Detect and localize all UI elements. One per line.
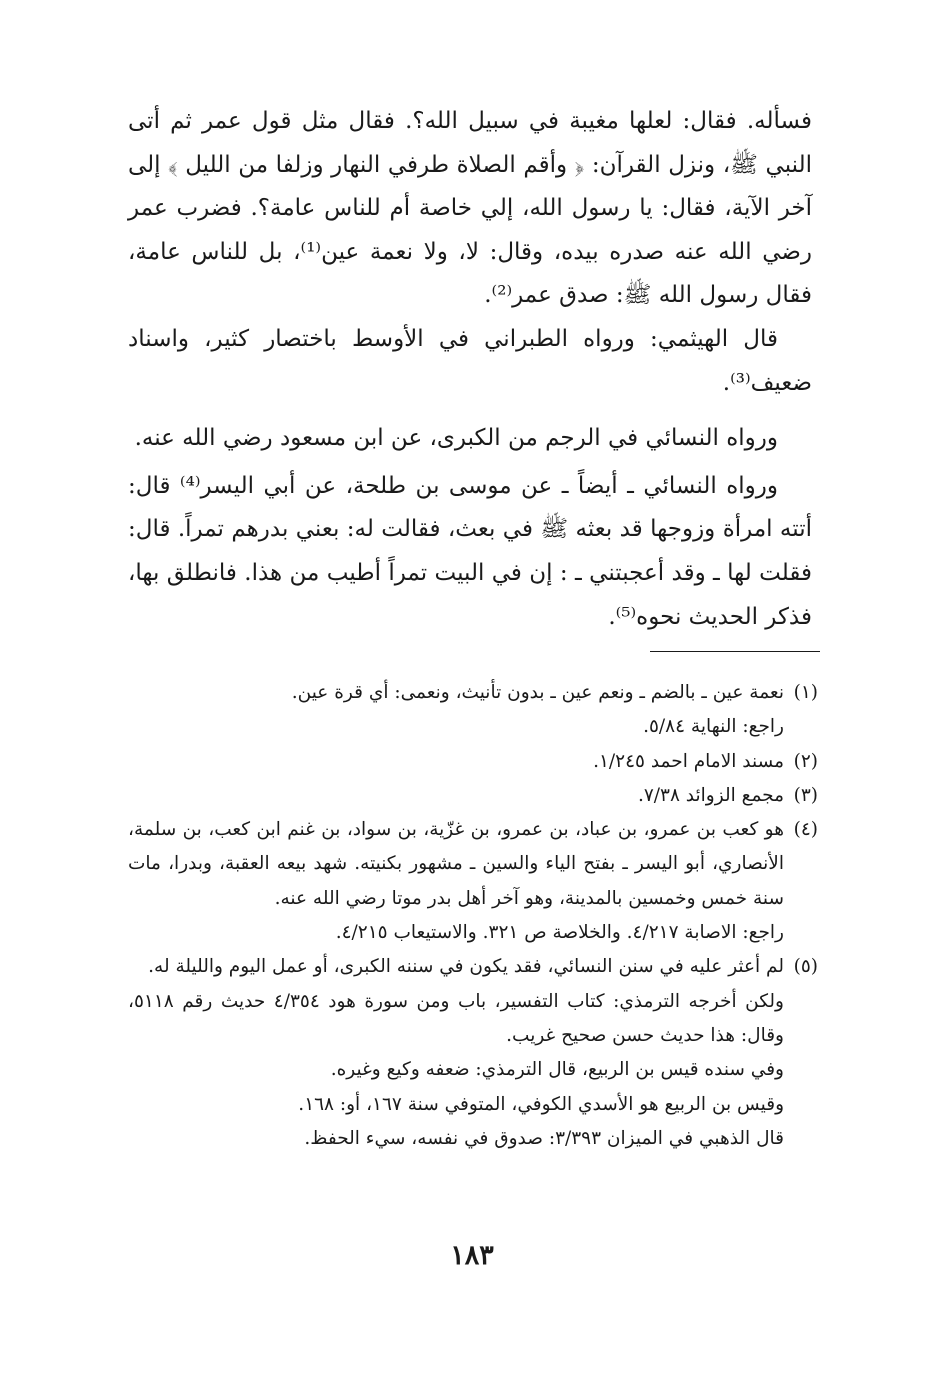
paragraph-haythami: قال الهيثمي: ورواه الطبراني في الأوسط باختصار كثير، واسناد ضعيف⁽³⁾. <box>128 325 812 396</box>
footnote-1 <box>128 676 818 745</box>
paragraph-hadith-umar: فسأله. فقال: لعلها مغيبة في سبيل الله؟. فقال مثل قول عمر ثم أتى النبي ﷺ، ونزل القرآن: ﴿ وأقم الصلاة طرفي النهار وزلفا من الليل ﴾ إلى آخر الآية، فقال: يا رسول الله، إلي خاصة أم للناس عامة؟. فضرب عمر رضي الله عنه صدره بيده، وقال: لا، ولا نعمة عين⁽¹⁾، بل للناس عامة، فقال رسول الله ﷺ: صدق عمر⁽²⁾. <box>128 108 813 309</box>
page-number: ١٨٣ <box>450 1240 494 1271</box>
paragraph-nasai-abu-alyusr: ورواه النسائي ـ أيضاً ـ عن موسى بن طلحة، عن أبي اليسر⁽⁴⁾ قال: أتته امرأة وزوجها قد بعثه ﷺ في بعث، فقالت له: بعني بدرهم تمراً. قال: فقلت لها ـ وقد أعجبتني ـ : إن في البيت تمراً أطيب من هذا. فانطلق بها، فذكر الحديث نحوه⁽⁵⁾. <box>128 472 812 630</box>
footnote-number: (٢) <box>793 750 818 772</box>
footnote-5 <box>128 950 818 1156</box>
footnote-3 <box>128 779 818 813</box>
footnote-number: (٥) <box>793 956 818 978</box>
footnote-number: (٣) <box>793 784 818 806</box>
footnote-text: مجمع الزوائد ٧/٣٨. <box>637 784 784 806</box>
footnote-reference: راجع: النهاية ٥/٨٤. <box>643 716 784 738</box>
footnote-text: هو كعب بن عمرو، بن عباد، بن عمرو، بن غزّية، بن سواد، بن غنم ابن كعب، بن سلمة، الأنصاري، أبو اليسر ـ بفتح الياء والسين ـ مشهور بكنيته. شهد بيعه العقبة، وبدرا، مات سنة خمس وخمسين بالمدينة، وهو آخر أهل بدر موتا رضي الله عنه. <box>128 819 784 909</box>
paragraph-nasai-ibn-masud: ورواه النسائي في الرجم من الكبرى، عن ابن مسعود رضي الله عنه. <box>134 425 778 452</box>
footnotes-section <box>128 676 818 1156</box>
footnote-2 <box>128 745 818 779</box>
footnote-number: (٤) <box>793 819 818 841</box>
footnote-reference: راجع: الاصابة ٤/٢١٧. والخلاصة ص ٣٢١. والاستيعاب ٤/٢١٥. <box>335 922 784 944</box>
footnote-text: لم أعثر عليه في سنن النسائي، فقد يكون في سننه الكبرى، أو عمل اليوم والليلة له. <box>148 956 784 978</box>
footnote-number: (١) <box>793 682 818 703</box>
footnote-line: وفي سنده قيس بن الربيع، قال الترمذي: ضعفه وكيع وغيره. <box>330 1059 784 1081</box>
footnote-line: وقيس بن الربيع هو الأسدي الكوفي، المتوفي سنة ١٦٧، أو: ١٦٨. <box>298 1093 784 1115</box>
footnote-text: مسند الامام احمد ١/٢٤٥. <box>593 750 784 772</box>
footnote-text: نعمة عين ـ بالضم ـ ونعم عين ـ بدون تأنيث، ونعمى: أي قرة عين. <box>291 682 784 703</box>
main-text-body <box>128 100 812 639</box>
footnote-separator <box>650 651 820 652</box>
footnote-4 <box>128 813 818 950</box>
footnote-line: ولكن أخرجه الترمذي: كتاب التفسير، باب ومن سورة هود ٤/٣٥٤ حديث رقم ٥١١٨، وقال: هذا حديث حسن صحيح غريب. <box>128 990 784 1046</box>
footnote-line: قال الذهبي في الميزان ٣/٣٩٣: صدوق في نفسه، سيء الحفظ. <box>304 1127 784 1149</box>
